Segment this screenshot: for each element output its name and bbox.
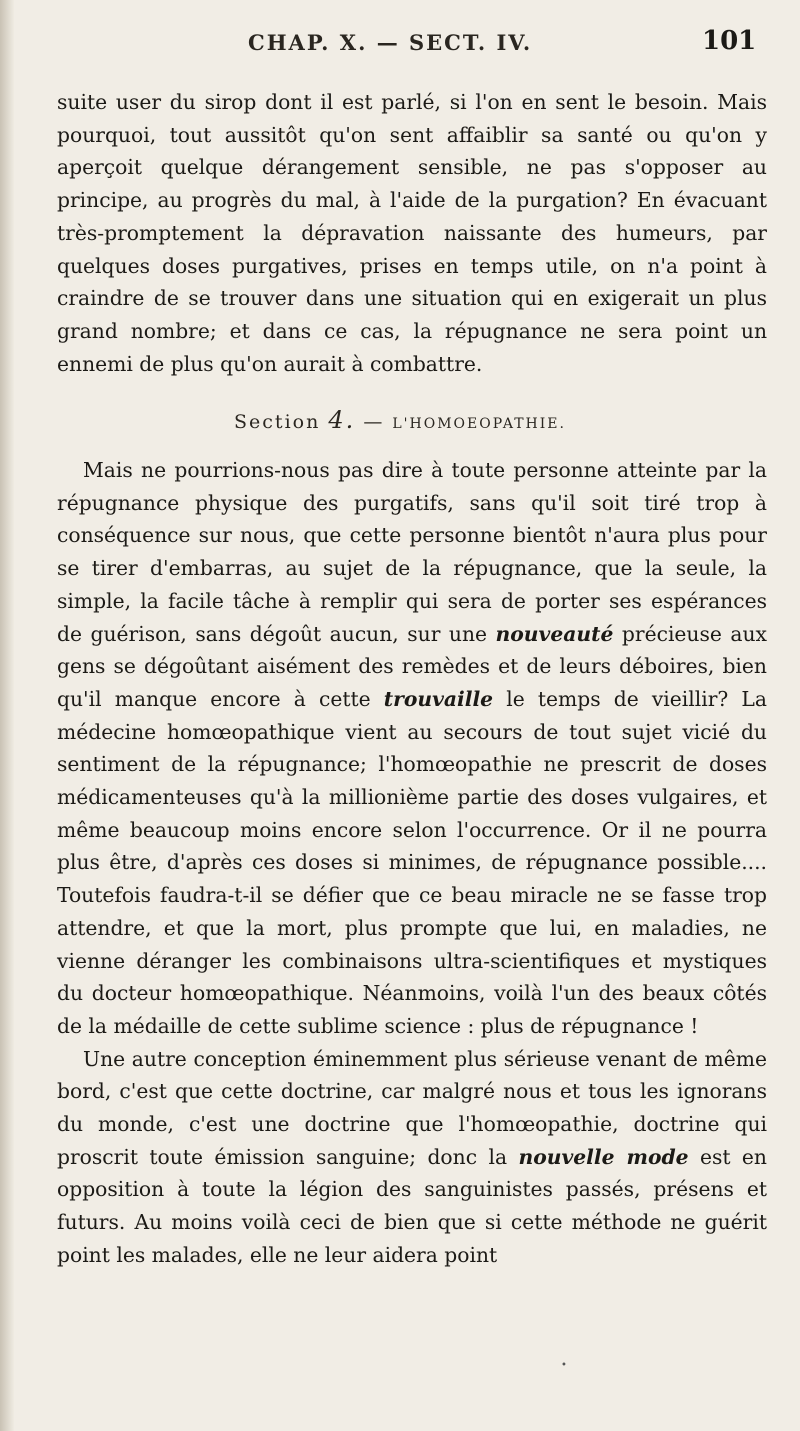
page-number: 101 [702, 26, 757, 56]
italic-term: nouveauté [495, 621, 614, 646]
binding-shadow [0, 0, 14, 1431]
paragraph-text: est en opposition à toute la légion des sanguinistes passés, présens et futurs. Au moins voilà ceci de bien que si cette méthode ne guérit point les malades, elle ne leur aidera point [57, 1144, 767, 1267]
section-title: L'HOMOEOPATHIE. [392, 416, 566, 432]
paragraph-conception [57, 1043, 767, 1272]
paragraph-text: précieuse aux gens se dégoûtant aisément des remèdes et de leurs déboires, bien qu'il manque encore à cette [57, 621, 767, 711]
italic-term: trouvaille [383, 686, 494, 711]
section-dash: — [363, 411, 385, 433]
paragraph-text: Une autre conception éminemment plus sérieuse venant de même bord, c'est que cette doctrine, car malgré nous et tous les ignorans du monde, c'est une doctrine que l'homœopathie, doctrine qui proscrit toute émission sanguine; donc la [57, 1046, 767, 1169]
text-block-top [57, 86, 767, 380]
paragraph-text: le temps de vieillir? La médecine homœopathique vient au secours de tout sujet vicié du sentiment de la répugnance; l'homœopathie ne prescrit de doses médicamenteuses qu'à la millionième partie des doses vulgaires, et même beaucoup moins encore selon l'occurrence. Or il ne pourra plus être, d'après ces doses si minimes, de répugnance possible.... Toutefois faudra-t-il se défier que ce beau miracle ne se fasse trop attendre, et que la mort, plus prompte que lui, en maladies, ne vienne déranger les combinaisons ultra-scientifiques et mystiques du docteur homœopathique. Néanmoins, voilà l'un des beaux côtés de la médaille de cette sublime science : plus de répugnance ! [57, 686, 767, 1038]
section-number: 4. [328, 406, 356, 434]
section-heading [0, 406, 800, 434]
section-label: Section [234, 411, 321, 433]
italic-term: nouvelle mode [518, 1144, 689, 1169]
running-head: CHAP. X. — SECT. IV. [248, 30, 533, 55]
printer-mark: • [561, 1360, 567, 1371]
text-block-main [57, 454, 767, 1272]
paragraph-continuation: suite user du sirop dont il est parlé, si l'on en sent le besoin. Mais pourquoi, tout aussitôt qu'on sent affaiblir sa santé ou qu'on y aperçoit quelque dérangement sensible, ne pas s'opposer au principe, au progrès du mal, à l'aide de la purgation? En évacuant très-promptement la dépravation naissante des humeurs, par quelques doses purgatives, prises en temps utile, on n'a point à craindre de se trouver dans une situation qui en exigerait un plus grand nombre; et dans ce cas, la répugnance ne sera point un ennemi de plus qu'on aurait à combattre. [57, 90, 767, 376]
page-header [0, 26, 800, 60]
paragraph-text: Mais ne pourrions-nous pas dire à toute personne atteinte par la répugnance physique des purgatifs, sans qu'il soit tiré trop à conséquence sur nous, que cette personne bientôt n'aura plus pour se tirer d'embarras, au sujet de la répugnance, que la seule, la simple, la facile tâche à remplir qui sera de porter ses espérances de guérison, sans dégoût aucun, sur une [57, 458, 767, 646]
paragraph-homoeopathie [57, 454, 767, 1043]
